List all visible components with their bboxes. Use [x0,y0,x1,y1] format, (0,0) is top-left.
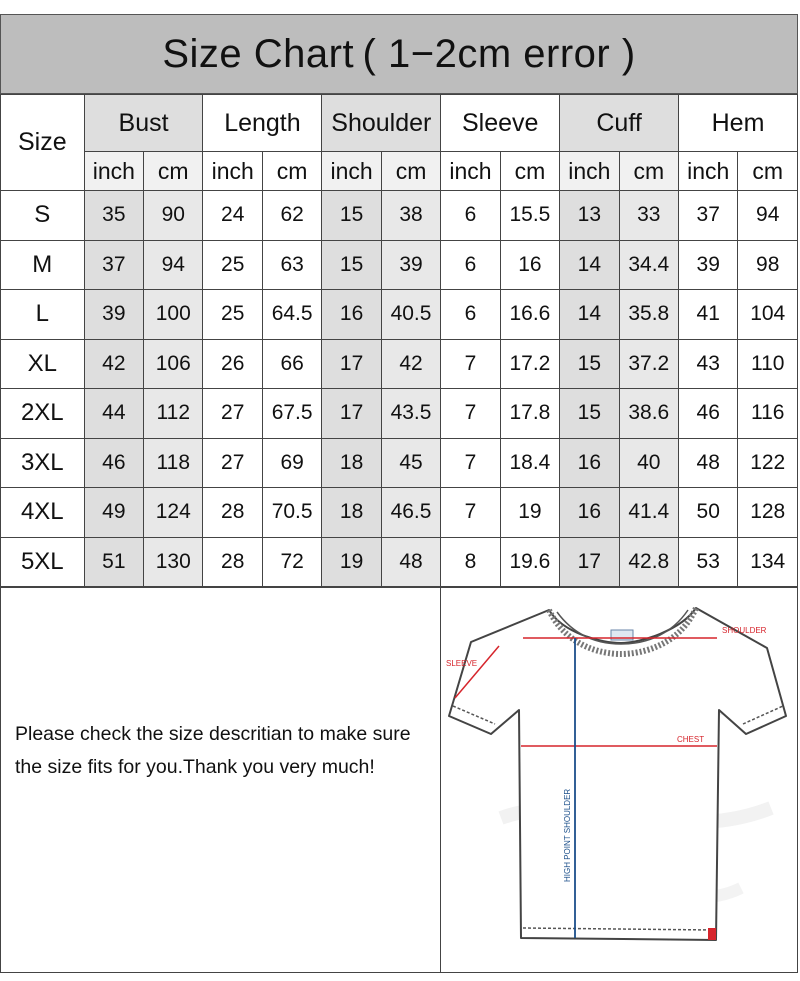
size-label: XL [1,339,85,389]
table-cell-length-cm: 62 [262,191,321,241]
table-cell-hem-cm: 128 [738,488,798,538]
table-cell-shoulder-cm: 42 [381,339,440,389]
title-bar [0,14,798,94]
chest-label: CHEST [677,735,705,744]
table-cell-sleeve-cm: 19.6 [500,537,559,587]
table-cell-bust-cm: 130 [144,537,203,587]
table-cell-sleeve-inch: 6 [441,240,500,290]
table-cell-bust-inch: 46 [84,438,143,488]
group-header-hem: Hem [679,95,798,152]
page-title: Size Chart ( 1−2cm error ) [162,31,636,76]
table-cell-length-inch: 27 [203,389,262,439]
table-cell-shoulder-inch: 17 [322,339,381,389]
unit-header-sleeve-inch: inch [441,152,500,191]
table-cell-cuff-inch: 17 [560,537,619,587]
table-cell-sleeve-cm: 17.2 [500,339,559,389]
size-chart-table [0,94,798,587]
header-row-groups [1,95,798,152]
table-cell-hem-cm: 94 [738,191,798,241]
table-row [1,240,798,290]
table-cell-bust-inch: 35 [84,191,143,241]
table-cell-cuff-inch: 13 [560,191,619,241]
table-cell-sleeve-cm: 17.8 [500,389,559,439]
table-row [1,537,798,587]
table-cell-cuff-cm: 34.4 [619,240,678,290]
table-cell-sleeve-cm: 16.6 [500,290,559,340]
table-cell-shoulder-cm: 46.5 [381,488,440,538]
size-label: M [1,240,85,290]
table-cell-hem-cm: 98 [738,240,798,290]
group-header-bust: Bust [84,95,203,152]
table-cell-bust-cm: 124 [144,488,203,538]
table-cell-hem-cm: 122 [738,438,798,488]
table-cell-bust-inch: 44 [84,389,143,439]
table-cell-length-inch: 24 [203,191,262,241]
unit-header-length-inch: inch [203,152,262,191]
table-cell-cuff-cm: 37.2 [619,339,678,389]
table-cell-hem-inch: 41 [679,290,738,340]
table-cell-hem-cm: 134 [738,537,798,587]
table-cell-cuff-cm: 41.4 [619,488,678,538]
table-cell-cuff-cm: 38.6 [619,389,678,439]
table-cell-shoulder-cm: 45 [381,438,440,488]
table-cell-cuff-cm: 33 [619,191,678,241]
table-cell-cuff-inch: 15 [560,339,619,389]
table-cell-shoulder-inch: 16 [322,290,381,340]
table-cell-shoulder-cm: 43.5 [381,389,440,439]
unit-header-cuff-cm: cm [619,152,678,191]
group-header-shoulder: Shoulder [322,95,441,152]
table-row [1,290,798,340]
table-cell-sleeve-cm: 15.5 [500,191,559,241]
table-cell-hem-inch: 39 [679,240,738,290]
table-cell-shoulder-inch: 18 [322,488,381,538]
table-cell-bust-cm: 94 [144,240,203,290]
table-cell-bust-inch: 39 [84,290,143,340]
table-cell-shoulder-cm: 48 [381,537,440,587]
table-cell-length-inch: 28 [203,488,262,538]
table-cell-length-inch: 25 [203,290,262,340]
table-cell-sleeve-inch: 6 [441,290,500,340]
unit-header-cuff-inch: inch [560,152,619,191]
table-cell-hem-inch: 37 [679,191,738,241]
table-cell-cuff-cm: 35.8 [619,290,678,340]
table-cell-bust-cm: 112 [144,389,203,439]
table-cell-hem-inch: 50 [679,488,738,538]
size-label: 2XL [1,389,85,439]
table-cell-sleeve-inch: 6 [441,191,500,241]
table-cell-cuff-inch: 14 [560,240,619,290]
info-panel [0,587,798,973]
header-row-units [1,152,798,191]
size-label: 5XL [1,537,85,587]
table-cell-cuff-cm: 42.8 [619,537,678,587]
table-cell-sleeve-inch: 7 [441,339,500,389]
table-cell-cuff-inch: 14 [560,290,619,340]
table-cell-sleeve-inch: 7 [441,438,500,488]
table-cell-shoulder-inch: 15 [322,191,381,241]
group-header-cuff: Cuff [560,95,679,152]
table-cell-bust-cm: 118 [144,438,203,488]
group-header-sleeve: Sleeve [441,95,560,152]
table-cell-shoulder-cm: 39 [381,240,440,290]
table-cell-cuff-inch: 16 [560,488,619,538]
size-label: 3XL [1,438,85,488]
table-cell-sleeve-inch: 7 [441,389,500,439]
table-cell-sleeve-cm: 18.4 [500,438,559,488]
table-cell-length-cm: 70.5 [262,488,321,538]
size-label: 4XL [1,488,85,538]
table-cell-length-inch: 27 [203,438,262,488]
unit-header-bust-cm: cm [144,152,203,191]
table-cell-length-cm: 64.5 [262,290,321,340]
sleeve-label: SLEEVE [446,659,478,668]
size-column-header: Size [1,95,85,191]
unit-header-sleeve-cm: cm [500,152,559,191]
table-cell-sleeve-inch: 7 [441,488,500,538]
table-cell-shoulder-inch: 18 [322,438,381,488]
table-row [1,438,798,488]
unit-header-length-cm: cm [262,152,321,191]
table-cell-hem-inch: 48 [679,438,738,488]
table-row [1,339,798,389]
table-cell-bust-cm: 106 [144,339,203,389]
table-cell-hem-cm: 104 [738,290,798,340]
table-cell-length-inch: 28 [203,537,262,587]
shoulder-label: SHOULDER [722,626,767,635]
table-cell-bust-inch: 37 [84,240,143,290]
unit-header-hem-cm: cm [738,152,798,191]
table-cell-length-cm: 72 [262,537,321,587]
table-cell-shoulder-cm: 40.5 [381,290,440,340]
table-cell-sleeve-cm: 19 [500,488,559,538]
table-cell-shoulder-cm: 38 [381,191,440,241]
tshirt-diagram [441,588,797,972]
table-cell-cuff-cm: 40 [619,438,678,488]
table-cell-length-cm: 67.5 [262,389,321,439]
table-cell-sleeve-inch: 8 [441,537,500,587]
table-cell-shoulder-inch: 17 [322,389,381,439]
size-note: Please check the size descritian to make sure the size fits for you.Thank you very much! [15,723,411,778]
table-cell-length-cm: 63 [262,240,321,290]
table-row [1,191,798,241]
table-cell-cuff-inch: 16 [560,438,619,488]
table-row [1,389,798,439]
table-cell-hem-inch: 46 [679,389,738,439]
unit-header-hem-inch: inch [679,152,738,191]
table-cell-hem-inch: 43 [679,339,738,389]
table-cell-bust-inch: 49 [84,488,143,538]
table-cell-length-cm: 69 [262,438,321,488]
unit-header-shoulder-cm: cm [381,152,440,191]
note-box [1,588,441,972]
table-cell-shoulder-inch: 19 [322,537,381,587]
table-cell-bust-cm: 100 [144,290,203,340]
unit-header-shoulder-inch: inch [322,152,381,191]
table-cell-sleeve-cm: 16 [500,240,559,290]
group-header-length: Length [203,95,322,152]
table-cell-shoulder-inch: 15 [322,240,381,290]
table-cell-cuff-inch: 15 [560,389,619,439]
length-label: HIGH POINT SHOULDER [563,788,572,882]
table-cell-length-cm: 66 [262,339,321,389]
unit-header-bust-inch: inch [84,152,143,191]
table-cell-length-inch: 25 [203,240,262,290]
tshirt-illustration [441,588,797,972]
table-cell-length-inch: 26 [203,339,262,389]
table-cell-hem-inch: 53 [679,537,738,587]
size-label: S [1,191,85,241]
size-label: L [1,290,85,340]
size-chart-body [1,191,798,587]
table-cell-hem-cm: 116 [738,389,798,439]
table-cell-bust-cm: 90 [144,191,203,241]
table-cell-bust-inch: 51 [84,537,143,587]
table-row [1,488,798,538]
table-cell-bust-inch: 42 [84,339,143,389]
table-cell-hem-cm: 110 [738,339,798,389]
